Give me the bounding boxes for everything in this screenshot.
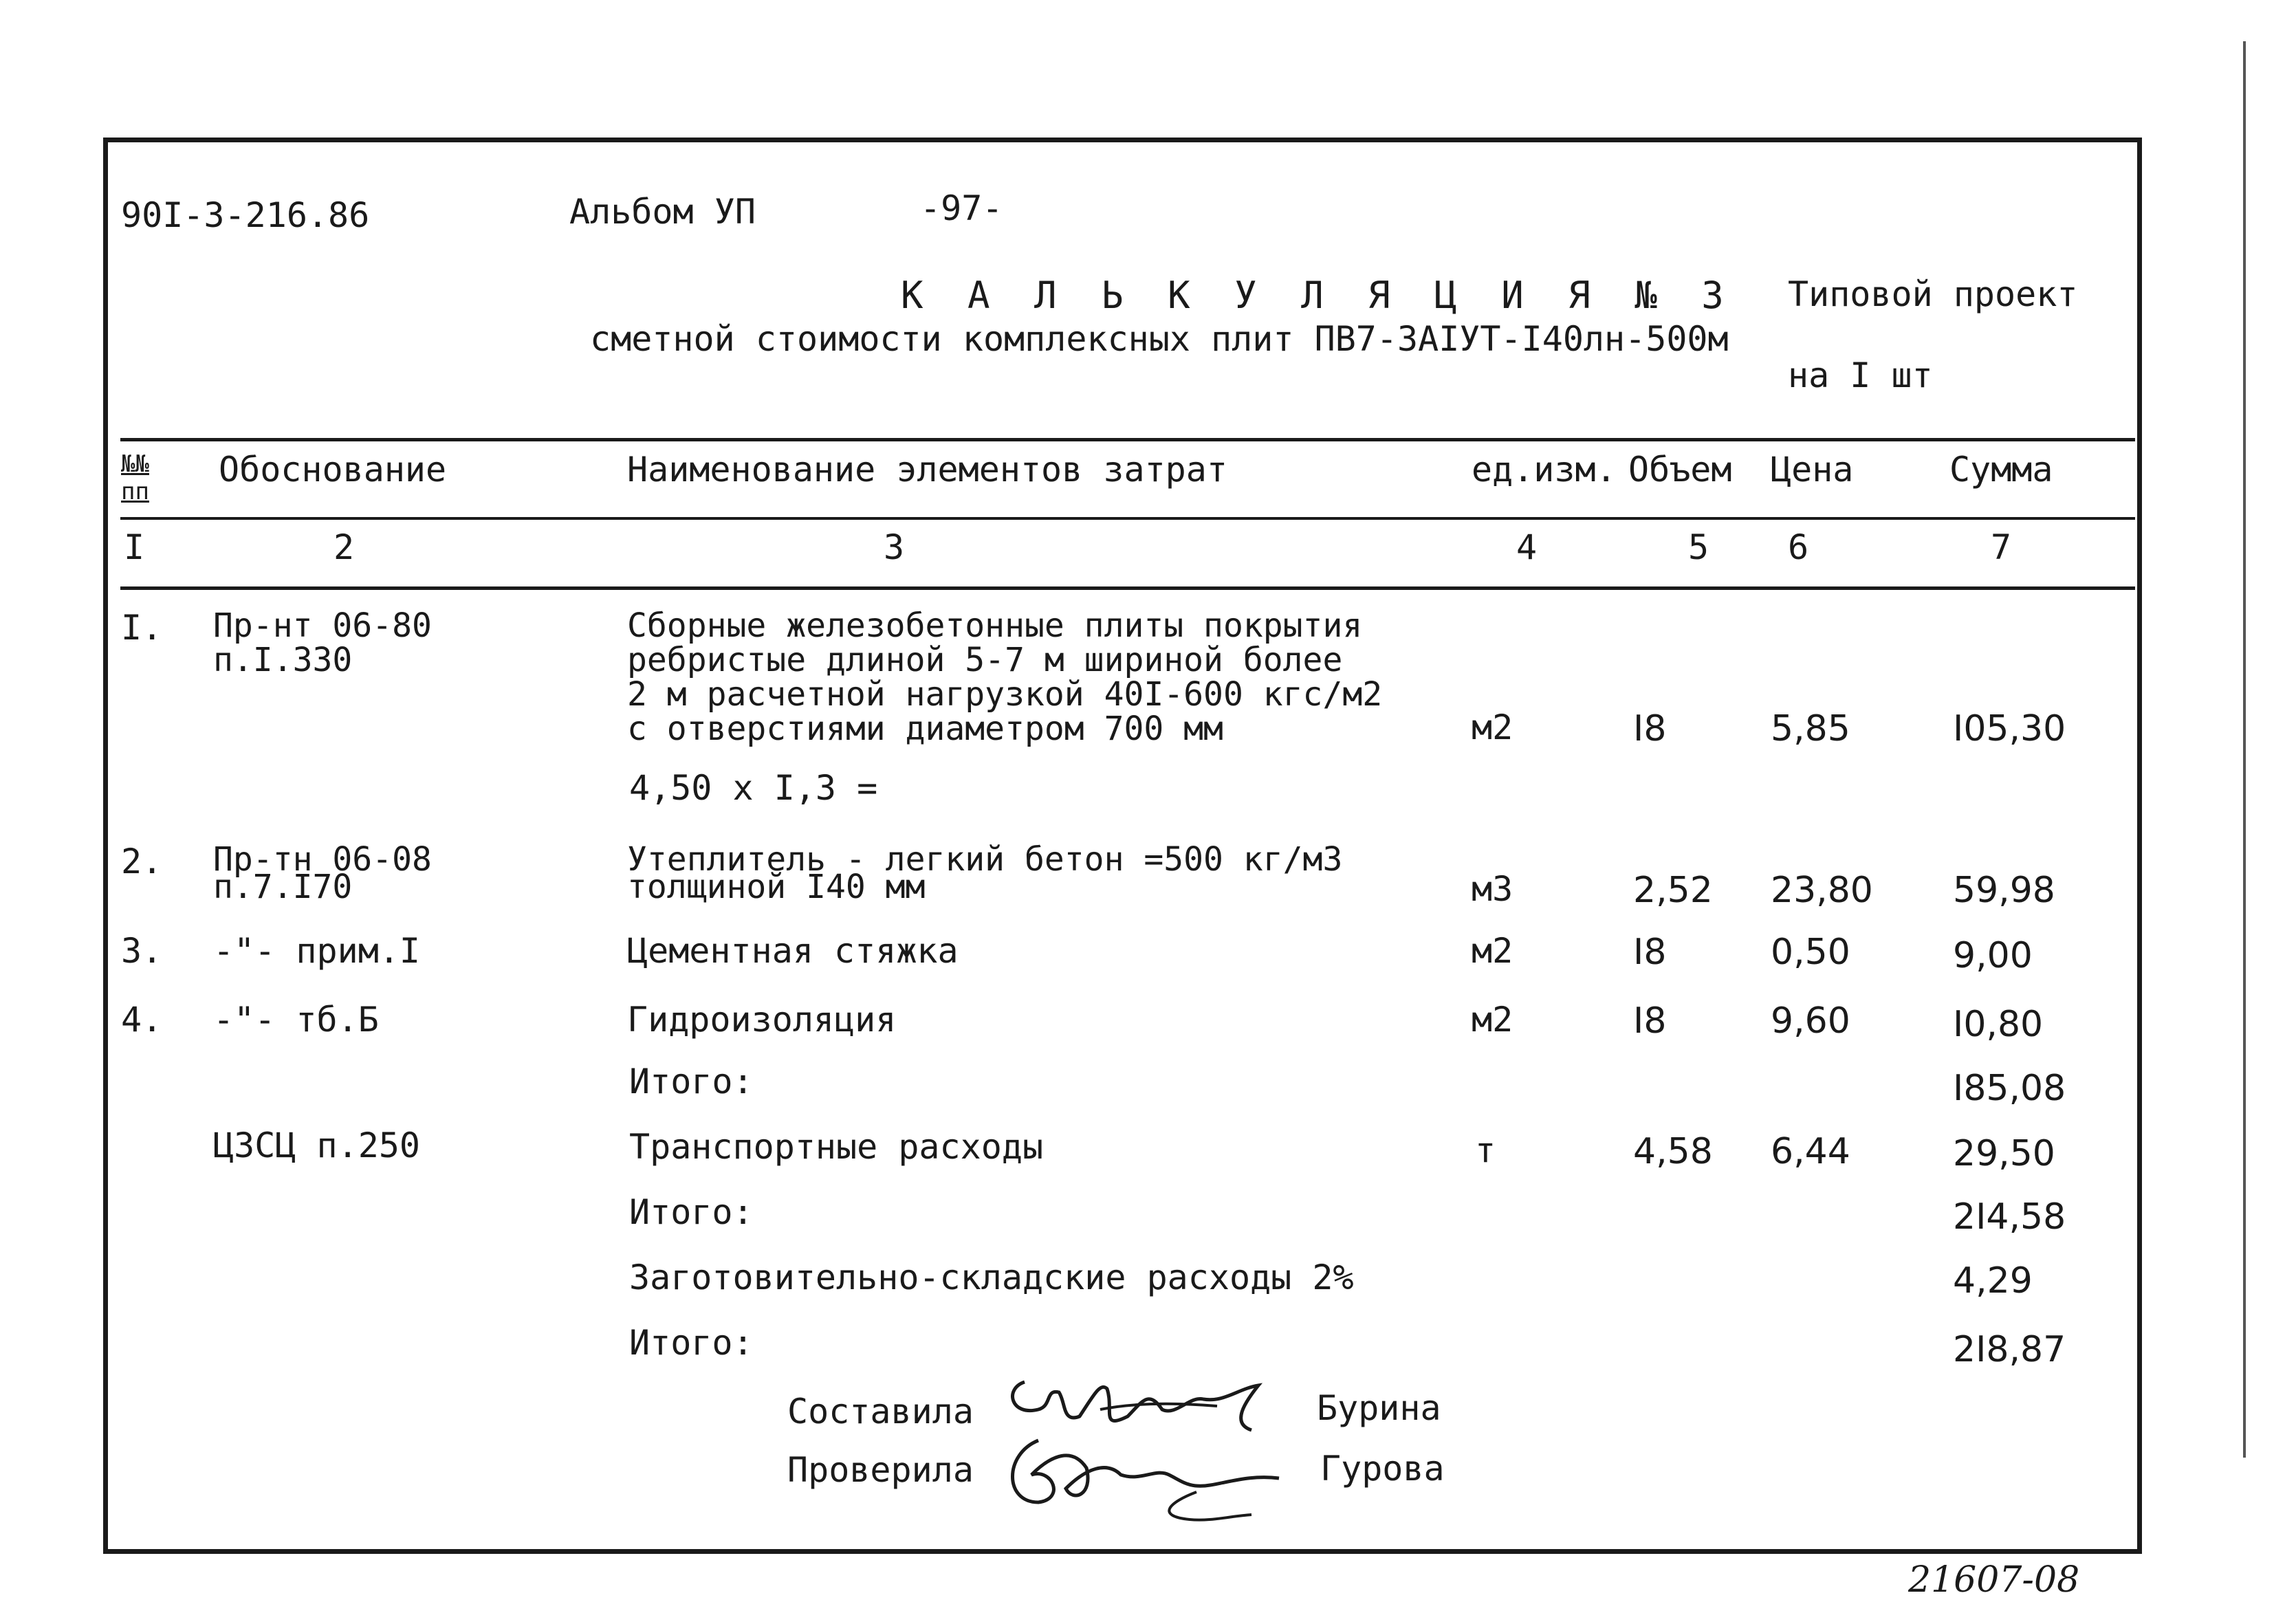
transport-volume: 4,58: [1633, 1131, 1713, 1172]
col-header-unit: ед.изм.: [1472, 450, 1617, 490]
row1-unit: м2: [1472, 707, 1513, 747]
checked-label: Проверила: [787, 1450, 974, 1490]
row4-sum: I0,80: [1953, 1004, 2044, 1045]
document-subtitle: сметной стоимости комплексных плит ПВ7-3АIУТ-I40лн-500м: [590, 319, 1729, 359]
row4-volume: I8: [1633, 1000, 1667, 1042]
checked-name: Гурова: [1320, 1449, 1445, 1489]
header-rule-top: [120, 438, 2135, 441]
document-code: 90I-3-216.86: [121, 195, 370, 235]
row3-unit: м2: [1472, 931, 1513, 971]
row3-sum: 9,00: [1953, 935, 2033, 976]
subtotal-1-sum: I85,08: [1953, 1068, 2066, 1109]
row2-sum: 59,98: [1953, 870, 2055, 911]
col-number-3: 3: [884, 527, 905, 567]
project-type: Типовой проект: [1788, 274, 2078, 314]
col-header-sum: Сумма: [1949, 450, 2053, 490]
col-number-7: 7: [1991, 527, 2012, 567]
col-header-basis: Обоснование: [219, 450, 447, 490]
transport-unit: т: [1475, 1130, 1496, 1170]
transport-basis: ЦЗСЦ п.250: [213, 1126, 421, 1165]
row4-unit: м2: [1472, 1000, 1513, 1040]
total-label: Итого:: [629, 1323, 754, 1363]
col-number-2: 2: [334, 527, 355, 567]
subtotal-1-label: Итого:: [629, 1062, 754, 1101]
row3-basis: -"- прим.I: [213, 931, 421, 971]
header-rule-bottom: [120, 586, 2135, 590]
row1-price: 5,85: [1771, 708, 1850, 749]
col-header-volume: Объем: [1628, 450, 1732, 490]
row1-name-4: с отверстиями диаметром 700 мм: [627, 710, 1223, 748]
transport-name: Транспортные расходы: [629, 1127, 1044, 1167]
row4-name: Гидроизоляция: [627, 1000, 897, 1040]
row2-name-1: Утеплитель - легкий бетон =500 кг/м3: [627, 840, 1343, 879]
row1-name-1: Сборные железобетонные плиты покрытия: [627, 606, 1363, 645]
row3-volume: I8: [1633, 932, 1667, 973]
row1-sum: I05,30: [1953, 708, 2066, 749]
row2-price: 23,80: [1771, 870, 1873, 911]
row1-name-3: 2 м расчетной нагрузкой 40I-600 кгс/м2: [627, 675, 1383, 714]
document-title: К А Л Ь К У Л Я Ц И Я № 3: [901, 274, 1735, 317]
row2-name-2: толщиной I40 мм: [627, 868, 926, 906]
row3-name: Цементная стяжка: [627, 931, 959, 971]
margin-line: [2243, 41, 2246, 1458]
transport-price: 6,44: [1771, 1131, 1850, 1172]
subtotal-2-label: Итого:: [629, 1192, 754, 1232]
row1-basis-2: п.I.330: [213, 641, 353, 679]
header-rule-mid: [120, 517, 2135, 520]
transport-sum: 29,50: [1953, 1133, 2055, 1174]
footer-stamp: 21607-08: [1908, 1559, 2080, 1601]
row2-no: 2.: [121, 842, 163, 881]
signature-checked: [990, 1427, 1313, 1530]
row3-price: 0,50: [1771, 932, 1850, 973]
subtotal-2-sum: 2I4,58: [1953, 1196, 2066, 1238]
col-number-5: 5: [1688, 527, 1709, 567]
row2-basis-2: п.7.I70: [213, 868, 353, 906]
col-header-price: Цена: [1771, 450, 1854, 490]
col-header-name: Наименование элементов затрат: [627, 450, 1227, 490]
total-sum: 2I8,87: [1953, 1329, 2066, 1370]
storage-name: Заготовительно-складские расходы 2%: [629, 1258, 1354, 1297]
row3-no: 3.: [121, 931, 163, 971]
page-number: -97-: [920, 188, 1003, 228]
col-number-1: I: [124, 527, 145, 567]
row1-volume: I8: [1633, 708, 1667, 749]
album-label: Альбом УП: [569, 192, 756, 232]
row1-no: I.: [121, 608, 163, 648]
row2-unit: м3: [1472, 869, 1513, 909]
row1-calc: 4,50 x I,3 =: [629, 768, 878, 808]
col-number-6: 6: [1788, 527, 1809, 567]
row1-basis-1: Пр-нт 06-80: [213, 606, 432, 645]
per-unit: на I шт: [1788, 355, 1933, 395]
row1-name-2: ребристые длиной 5-7 м шириной более: [627, 641, 1343, 679]
row4-no: 4.: [121, 1000, 163, 1040]
col-header-no: №№ пп: [121, 450, 149, 505]
row4-basis: -"- тб.Б: [213, 1000, 379, 1040]
col-number-4: 4: [1516, 527, 1538, 567]
storage-sum: 4,29: [1953, 1260, 2033, 1302]
compiled-name: Бурина: [1317, 1388, 1441, 1428]
row4-price: 9,60: [1771, 1000, 1850, 1042]
row2-basis-1: Пр-тн 06-08: [213, 840, 432, 879]
row2-volume: 2,52: [1633, 870, 1713, 911]
compiled-label: Составила: [787, 1392, 974, 1431]
